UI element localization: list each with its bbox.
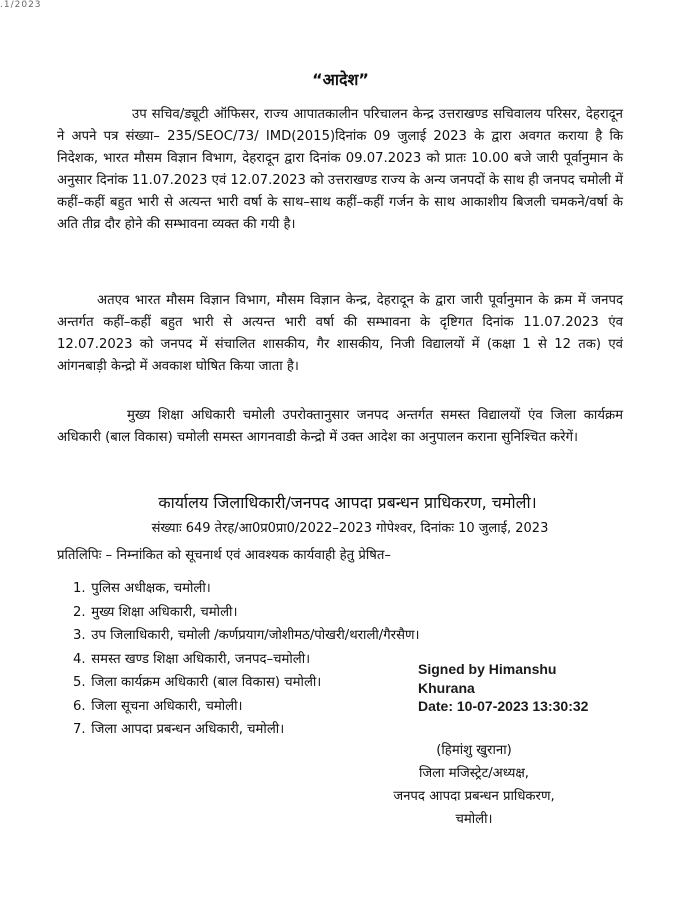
signature-line: Khurana [418, 679, 475, 696]
signatory-authority: जनपद आपदा प्रबन्धन प्राधिकरण, [393, 789, 555, 804]
list-item-number: 5. [73, 675, 86, 690]
list-item-text: पुलिस अधीक्षक, चमोली। [91, 581, 211, 596]
list-item [73, 578, 420, 602]
list-item-number: 4. [73, 651, 86, 667]
paragraph-compliance: मुख्य शिक्षा अधिकारी चमोली उपरोक्तानुसार जनपद अन्तर्गत समस्त विद्यालयों एंव जिला कार्यक्रम अधिकारी (बाल विकास) चमोली समस्त आगनवाडी केन्द्रो में उक्त आदेश का अनुपालन कराना सुनिश्चित करेगें। [57, 408, 623, 445]
copy-to-heading: प्रतिलिपिः – निम्नांकित को सूचनार्थ एवं आवश्यक कार्यवाही हेतु प्रेषित– [57, 548, 391, 563]
list-item-text: जिला आपदा प्रबन्धन अधिकारी, चमोली। [91, 722, 285, 737]
corner-mark: .1/2023 [0, 0, 42, 10]
reference-line: संख्याः 649 तेरह/आ0प्र0प्रा0/2022–2023 गोपेश्वर, दिनांकः 10 जुलाई, 2023 [151, 521, 549, 536]
distribution-list [73, 578, 420, 743]
list-item [73, 696, 420, 720]
list-item-number: 2. [73, 604, 86, 620]
list-item-number: 3. [73, 628, 86, 643]
list-item [73, 649, 420, 673]
paragraph-intro: उप सचिव/ड्यूटी ऑफिसर, राज्य आपातकालीन परिचालन केन्द्र उत्तराखण्ड सचिवालय परिसर, देहरादून ने अपने पत्र संख्या– 235/SEOC/73/ IMD(2015)दिनांक 09 जुलाई 2023 के द्वारा अवगत कराया है कि निदेशक, भारत मौसम विज्ञान विभाग, देहरादून द्वारा दिनांक 09.07.2023 को प्रातः 10.00 बजे जारी पूर्वानुमान के अनुसार दिनांक 11.07.2023 एवं 12.07.2023 को उत्तराखण्ड राज्य के अन्य जनपदों के साथ ही जनपद चमोली में कहीं–कहीं बहुत भारी से अत्यन्त भारी वर्षा के साथ–साथ कहीं–कहीं गर्जन के साथ आकाशीय बिजली चमकने/वर्षा के अति तीव्र दौर होने की सम्भावना व्यक्त की गयी है। [57, 107, 623, 232]
list-item [73, 602, 420, 626]
list-item-number: 1. [73, 581, 86, 596]
list-item-text: जिला कार्यक्रम अधिकारी (बाल विकास) चमोली। [91, 675, 322, 690]
office-line: कार्यालय जिलाधिकारी/जनपद आपदा प्रबन्धन प्राधिकरण, चमोली। [158, 493, 537, 512]
list-item-text: समस्त खण्ड शिक्षा अधिकारी, जनपद–चमोली। [91, 651, 311, 667]
list-item-text: जिला सूचना अधिकारी, चमोली। [91, 698, 243, 714]
list-item-number: 6. [73, 698, 86, 714]
signatory-block [350, 739, 598, 831]
signature-date: Date: 10-07-2023 13:30:32 [418, 698, 589, 714]
signatory-designation: जिला मजिस्ट्रेट/अध्यक्ष, [418, 766, 530, 781]
digital-signature-stamp [418, 660, 588, 716]
list-item-text: उप जिलाधिकारी, चमोली /कर्णप्रयाग/जोशीमठ/पोखरी/थराली/गैरसैण। [91, 628, 420, 643]
signatory-name: (हिमांशु खुराना) [436, 743, 512, 758]
paragraph-order: अतएव भारत मौसम विज्ञान विभाग, मौसम विज्ञान केन्द्र, देहरादून के द्वारा जारी पूर्वानुमान के क्रम में जनपद अन्तर्गत कहीं–कहीं बहुत भारी से अत्यन्त भारी वर्षा की सम्भावना के दृष्टिगत दिनांक 11.07.2023 एंव 12.07.2023 को जनपद में संचालित शासकीय, गैर शासकीय, निजी विद्यालयों में (कक्षा 1 से 12 तक) एवं आंगनबाड़ी केन्द्रो में अवकाश घोषित किया जाता है। [57, 293, 623, 374]
list-item [73, 672, 420, 696]
list-item-text: मुख्य शिक्षा अधिकारी, चमोली। [91, 604, 238, 620]
signature-line: Signed by Himanshu [418, 661, 557, 677]
list-item-number: 7. [73, 722, 86, 737]
order-title: “आदेश” [312, 70, 369, 89]
list-item [73, 625, 420, 649]
signatory-place: चमोली। [455, 812, 493, 827]
